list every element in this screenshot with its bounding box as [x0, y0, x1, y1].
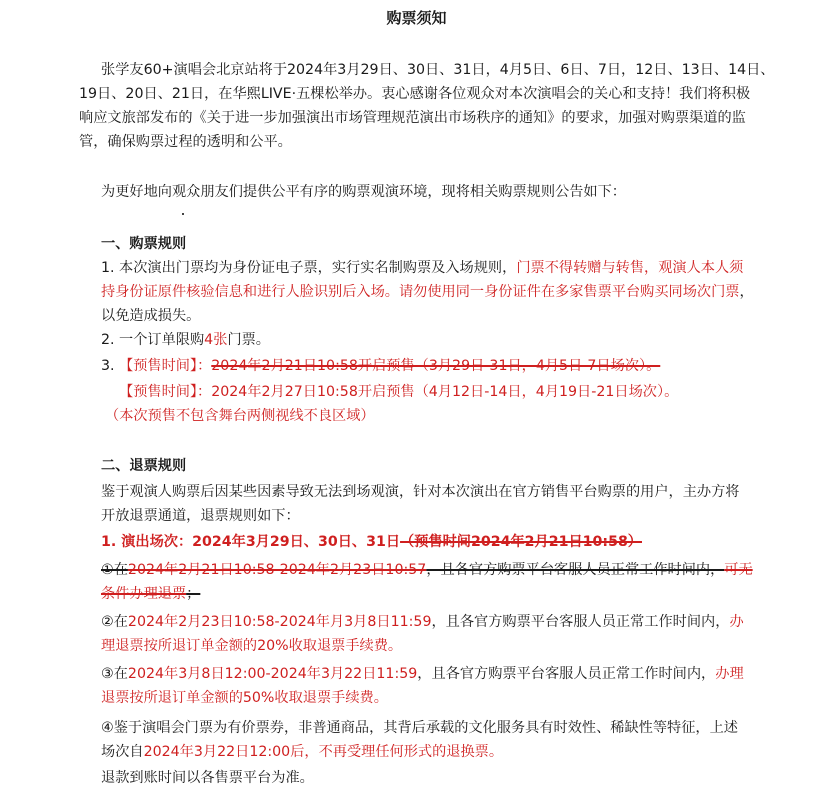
item-2-prefix: ②在: [101, 614, 128, 630]
refund-item-4-line-1: ④鉴于演唱会门票为有价票券，非普通商品，其背后承载的文化服务具有时效性、稀缺性等特征，上述: [101, 720, 738, 736]
refund-heading: 二、退票规则: [101, 458, 187, 474]
announce-line: 为更好地向观众朋友们提供公平有序的购票观演环境，现将相关购票规则公告如下：: [101, 184, 626, 200]
rule-1-line-2: [101, 281, 754, 303]
refund-item-1-line-2: [101, 583, 200, 605]
presale-time-2: 2024年2月27日10:58开启预售（4月12日-14日，4月19日-21日场次）。: [211, 384, 679, 400]
presale-label-1: 【预售时间】：: [119, 358, 212, 374]
rule-3-line-1: [101, 355, 660, 377]
item-2-text: ，且各官方购票平台客服人员正常工作时间内，: [431, 614, 730, 630]
rule-3-number: 3.: [101, 358, 120, 374]
refund-final-note: 退款到账时间以各售票平台为准。: [101, 770, 314, 786]
refund-item-2-line-2: 理退票按所退订单金额的20%收取退票手续费。: [101, 638, 403, 654]
rule-2-line: [101, 329, 270, 351]
intro-line-2: 19日、20日、21日，在华熙LIVE·五棵松举办。衷心感谢各位观众对本次演唱会的关心和支持！我们将积极: [79, 86, 751, 102]
rule-1-warning: 门票不得转赠与转售，观演人本人须: [516, 260, 744, 276]
session-presale-struck: （预售时间2024年2月21日10:58）: [400, 534, 642, 550]
item-1-period: 2024年2月21日10:58-2024年2月23日10:57: [127, 562, 427, 578]
page-title: 购票须知: [386, 9, 447, 27]
rule-1-comma: ，: [739, 284, 754, 300]
refund-item-1-line-1: [101, 559, 753, 581]
rule-3-line-2: [119, 381, 678, 403]
rule-1-line-1: [101, 257, 743, 279]
item-3-prefix: ③在: [101, 666, 128, 682]
refund-item-3-line-2: 退票按所退订单金额的50%收取退票手续费。: [101, 690, 388, 706]
item-2-policy: 办: [729, 614, 744, 630]
refund-item-4-line-2: [101, 741, 503, 763]
intro-line-3: 响应文旅部发布的《关于进一步加强演出市场管理规范演出市场秩序的通知》的要求，加强对购票渠道的监: [79, 110, 746, 126]
rules-heading: 一、购票规则: [101, 236, 187, 252]
item-3-policy: 办理: [715, 666, 744, 682]
refund-intro-line-2: 开放退票通道，退票规则如下：: [101, 508, 300, 524]
item-1-end: ；: [186, 586, 201, 602]
item-4-deadline: 2024年3月22日12:00后，不再受理任何形式的退换票。: [143, 744, 504, 760]
session-dates: 1. 演出场次：2024年3月29日、30日、31日: [101, 534, 401, 550]
item-1-text: ，且各官方购票平台客服人员正常工作时间内，: [426, 562, 725, 578]
item-1-prefix: ①在: [101, 562, 128, 578]
intro-line-1: 张学友60+演唱会北京站将于2024年3月29日、30日、31日，4月5日、6日、7日，12日、13日、14日、: [101, 62, 775, 78]
rule-2-text: 2. 一个订单限购: [101, 332, 205, 348]
rule-1-text: 1. 本次演出门票均为身份证电子票，实行实名制购票及入场规则，: [101, 260, 517, 276]
item-1-policy: 可无: [724, 562, 753, 578]
rule-2-limit: 4张: [204, 332, 228, 348]
rule-1-warning-cont: 持身份证原件核验信息和进行人脸识别后入场。请勿使用同一身份证件在多家售票平台购买同场次门票: [101, 284, 740, 300]
intro-line-4: 管，确保购票过程的透明和公平。: [79, 134, 292, 150]
rule-1-line-3: 以免造成损失。: [101, 308, 201, 324]
rule-2-text-end: 门票。: [227, 332, 270, 348]
refund-intro-line-1: 鉴于观演人购票后因某些因素导致无法到场观演，针对本次演出在官方销售平台购票的用户，主办方将: [101, 484, 740, 500]
stray-dot: [182, 213, 184, 215]
refund-session-1: [101, 531, 642, 553]
item-3-text: ，且各官方购票平台客服人员正常工作时间内，: [417, 666, 716, 682]
presale-time-1-struck: 2024年2月21日10:58开启预售（3月29日-31日，4月5日-7日场次）。: [211, 358, 661, 374]
item-2-period: 2024年2月23日10:58-2024年月3月8日11:59: [127, 614, 432, 630]
refund-item-3-line-1: [101, 663, 744, 685]
presale-note: （本次预售不包含舞台两侧视线不良区域）: [105, 408, 375, 424]
item-3-period: 2024年3月8日12:00-2024年3月22日11:59: [127, 666, 418, 682]
presale-label-2: 【预售时间】：: [119, 384, 212, 400]
item-1-policy-cont: 条件办理退票: [101, 586, 187, 602]
refund-item-2-line-1: [101, 611, 744, 633]
item-4-prefix: 场次自: [101, 744, 144, 760]
